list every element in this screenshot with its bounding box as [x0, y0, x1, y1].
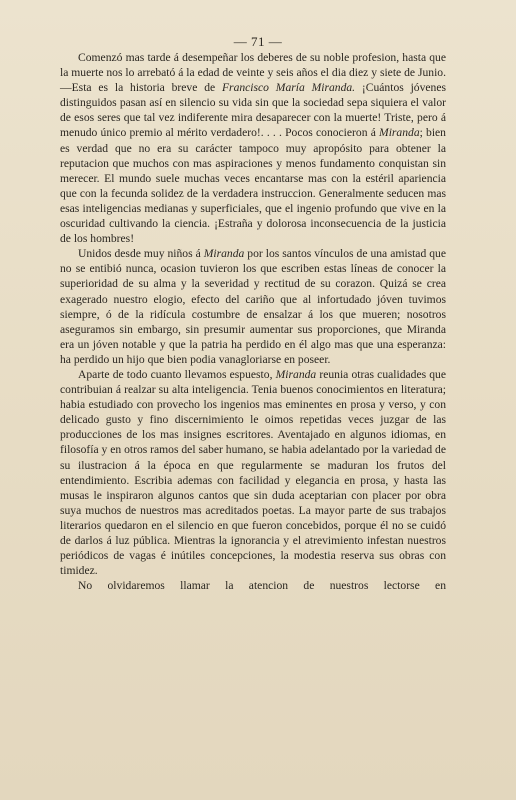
body-text: [60, 50, 446, 593]
paragraph-4: [60, 578, 446, 593]
italic-name: Miranda: [203, 247, 245, 261]
page-number: — 71 —: [233, 34, 283, 49]
paragraph-2: [60, 246, 446, 367]
paragraph-1: [60, 50, 446, 246]
paragraph-3: [60, 367, 446, 578]
italic-name: Miranda: [379, 126, 420, 140]
text-run: No olvidaremos llamar la atencion de nuestros lectorse en: [78, 579, 446, 593]
italic-name: Miranda: [275, 367, 317, 381]
text-run: ¡Cuántos jóvenes distinguidos pasan así en silencio su vida sin que la sociedad sepa siquiera el valor de esos seres que tal vez indiferente mira desaparecer con la muerte! Triste, pero á menudo único premio al mérito verdadero!. . . . Pocos conocieron á: [60, 81, 446, 140]
text-run: Comenzó mas tarde á desempeñar los deberes de su noble profesion, hasta que la muerte nos lo arrebató á la edad de veinte y seis años el dia diez y siete de Junio.—Esta es la historia breve de: [60, 51, 446, 95]
italic-name: Francisco María Miranda.: [221, 81, 356, 95]
text-run: por los santos vínculos de una amistad que no se entibió nunca, ocasion tuvieron los que escriben estas líneas de conocer la superioridad de su alma y la severidad y rectitud de su corazon. Quizá se crea exagerado nuestro elogio, efecto del cariño que al infortudado jóven tuvimos siempre, ó de la ridícula costumbre de ensalzar á los que mueren; nosotros aseguramos sin embargo, sin presumir aumentar sus proporciones, que Miranda era un jóven notable y que la patria ha perdido en él algo mas que una esperanza: ha perdido un hijo que bien podia vanagloriarse en poseer.: [60, 247, 446, 366]
text-run: Unidos desde muy niños á: [78, 247, 204, 261]
text-run: ; bien es verdad que no era su carácter tampoco muy apropósito para obtener la reputacion que muchos con mas aspiraciones y menos fundamento conquistan sin merecer. El mundo suele muchas veces encantarse mas con la estéril apariencia que con la fecunda solidez de la verdadera instruccion. Generalmente seducen mas esas inteligencias medianas y superficiales, que el ingenio profundo que vive en la oscuridad cultivando la ciencia. ¡Estraña y dolorosa inconsecuencia de la justicia de los hombres!: [60, 126, 446, 246]
text-run: Aparte de todo cuanto llevamos espuesto,: [78, 367, 276, 381]
text-run: reunia otras cualidades que contribuian á realzar su alta inteligencia. Tenia buenos conocimientos en literatura; habia estudiado con provecho los ingenios mas eminentes en prosa y verso, y con delicado gusto y fino discernimiento le oimos repetidas veces juzgar de las producciones de los mas insignes escritores. Aventajado en algunos idiomas, en filosofía y en otros ramos del saber humano, se habia adelantado por la variedad de su ilustracion á la época en que regularmente se maduran los frutos del entendimiento. Escribia ademas con facilidad y elegancia en prosa, y hasta las musas le inspiraron algunos cantos que sin duda aceptarian con placer por obra suya muchos de nuestros mas acreditados poetas. La mayor parte de sus trabajos literarios quedaron en el silencio en que fueron concebidos, porque él no se cuidó de darlos á luz pública. Mientras la ignorancia y el atrevimiento infestan nuestros periódicos de vagas é inútiles concepciones, la modestia reserva sus obras con timidez.: [60, 367, 447, 578]
